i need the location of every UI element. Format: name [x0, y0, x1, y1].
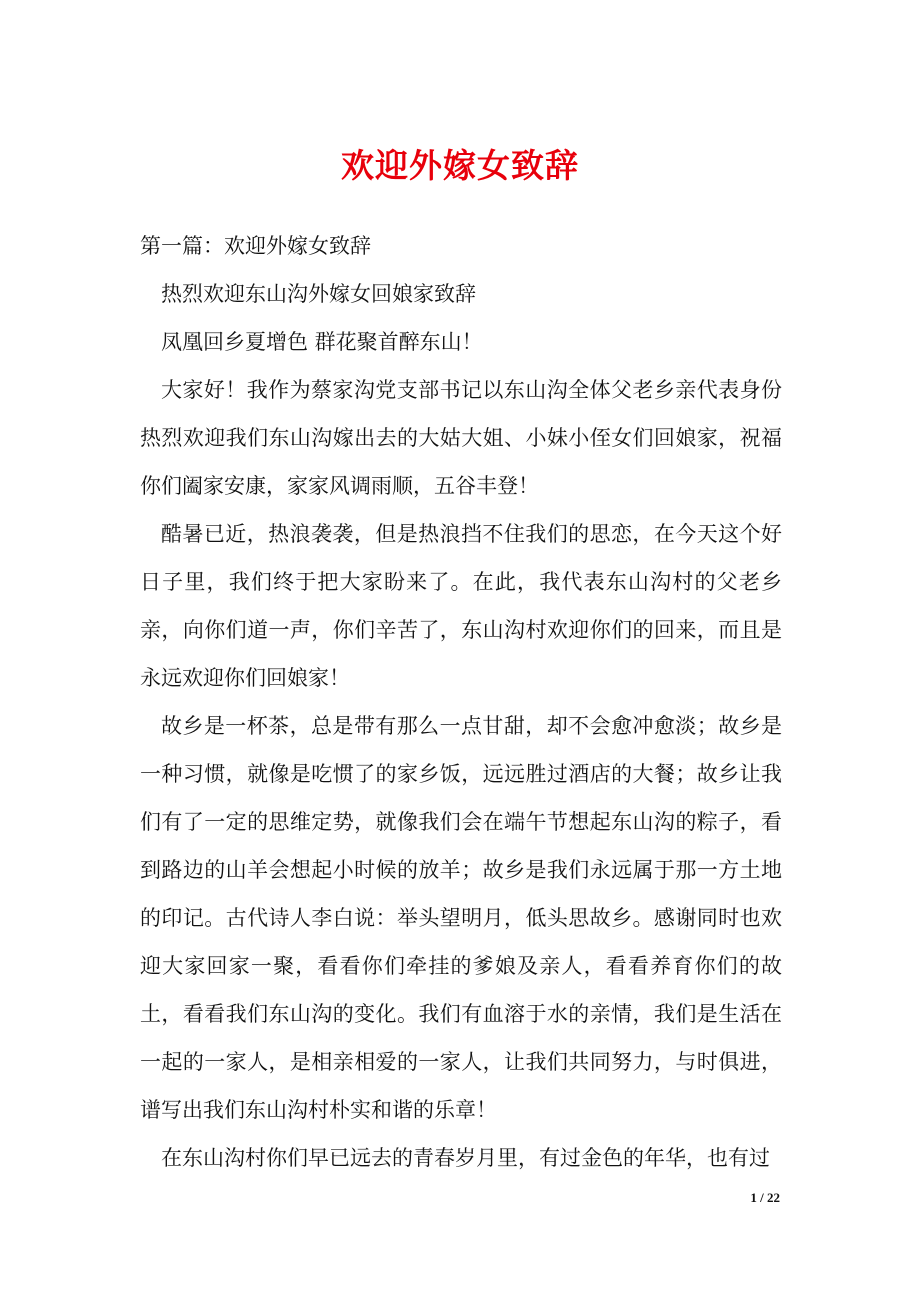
- document-title: 欢迎外嫁女致辞: [341, 146, 579, 185]
- paragraph: 酷暑已近，热浪袭袭，但是热浪挡不住我们的思恋，在今天这个好日子里，我们终于把大家盼来了。在此，我代表东山沟村的父老乡亲，向你们道一声，你们辛苦了，东山沟村欢迎你们的回来，而且是永远欢迎你们回娘家！: [140, 522, 782, 690]
- section-heading: 第一篇：欢迎外嫁女致辞: [140, 234, 371, 258]
- paragraph: 故乡是一杯茶，总是带有那么一点甘甜，却不会愈冲愈淡；故乡是一种习惯，就像是吃惯了的家乡饭，远远胜过酒店的大餐；故乡让我们有了一定的思维定势，就像我们会在端午节想起东山沟的粽子，看到路边的山羊会想起小时候的放羊；故乡是我们永远属于那一方土地的印记。古代诗人李白说：举头望明月，低头思故乡。感谢同时也欢迎大家回家一聚，看看你们牵挂的爹娘及亲人，看看养育你们的故土，看看我们东山沟的变化。我们有血溶于水的亲情，我们是生活在一起的一家人，是相亲相爱的一家人，让我们共同努力，与时俱进， 谱写出我们东山沟村朴实和谐的乐章！: [140, 714, 782, 1122]
- paragraph: 凤凰回乡夏增色 群花聚首醉东山！: [161, 330, 483, 354]
- document-body: [140, 222, 782, 1182]
- paragraph: 热烈欢迎东山沟外嫁女回娘家致辞: [161, 282, 476, 306]
- page-number: 1 / 22: [750, 1190, 780, 1205]
- paragraph: 大家好！我作为蔡家沟党支部书记以东山沟全体父老乡亲代表身份热烈欢迎我们东山沟嫁出去的大姑大姐、小妹小侄女们回娘家，祝福你们阖家安康，家家风调雨顺，五谷丰登！: [140, 378, 782, 498]
- paragraph: 在东山沟村你们早已远去的青春岁月里，有过金色的年华，也有过: [161, 1146, 770, 1170]
